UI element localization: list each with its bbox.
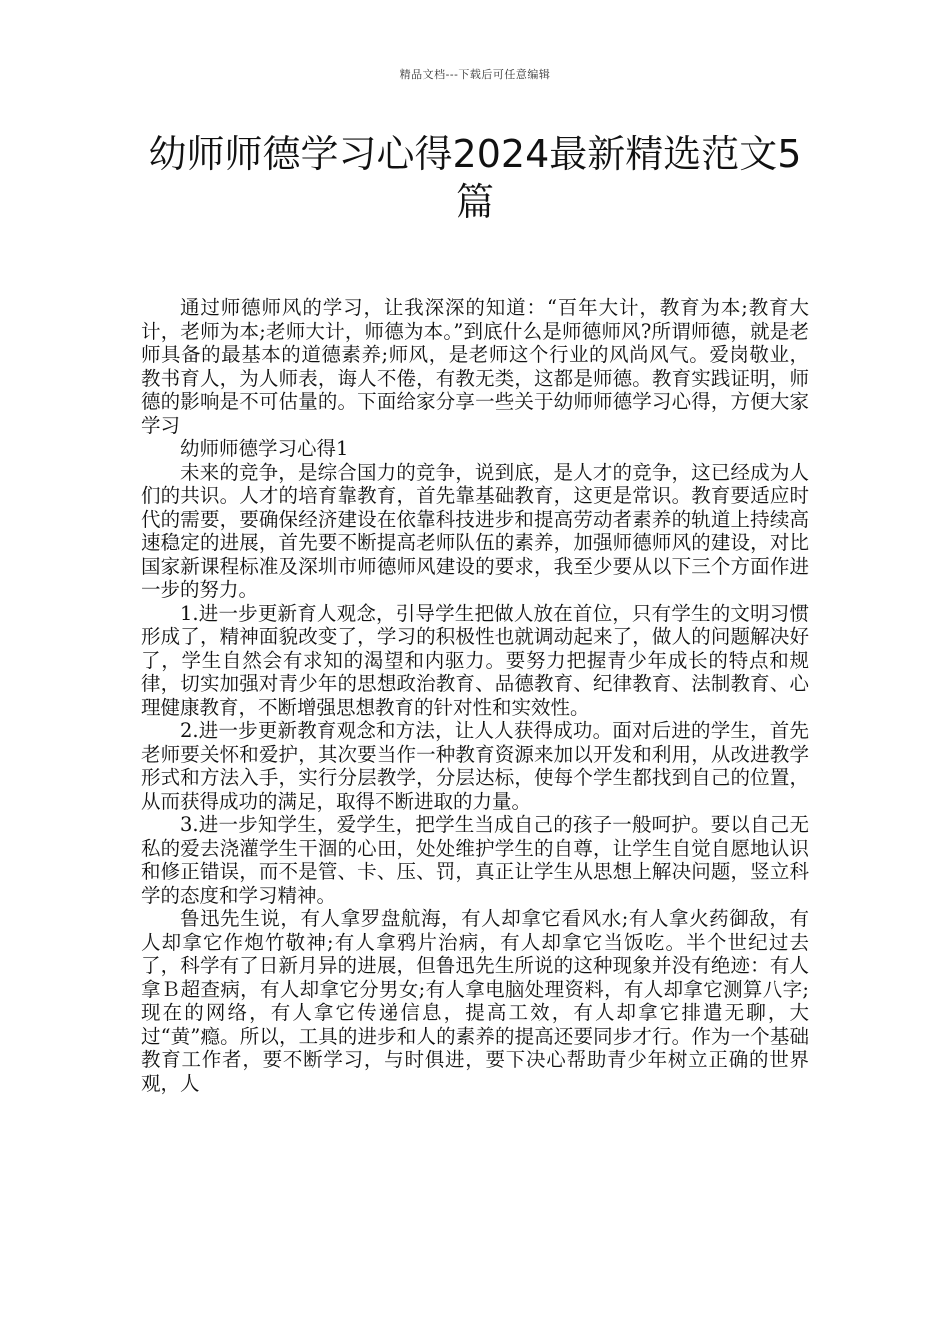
paragraph: 鲁迅先生说，有人拿罗盘航海，有人却拿它看风水;有人拿火药御敌，有人却拿它作炮竹敬神;有人拿鸦片治病，有人却拿它当饭吃。半个世纪过去了，科学有了日新月异的进展，但鲁迅先生所说的这种现象并没有绝迹：有人拿Ｂ超查病，有人却拿它分男女;有人拿电脑处理资料，有人却拿它测算八字;现在的网络，有人拿它传递信息，提高工效，有人却拿它排遣无聊，大过“黄”瘾。所以，工具的进步和人的素养的提高还要同步才行。作为一个基础教育工作者，要不断学习，与时俱进，要下决心帮助青少年树立正确的世界观，人 xyxy=(141,907,809,1095)
document-body xyxy=(141,296,809,1095)
paragraph: 未来的竞争，是综合国力的竞争，说到底，是人才的竞争，这已经成为人们的共识。人才的培育靠教育，首先靠基础教育，这更是常识。教育要适应时代的需要，要确保经济建设在依靠科技进步和提高劳动者素养的轨道上持续高速稳定的进展，首先要不断提高老师队伍的素养，加强师德师风的建设，对比国家新课程标准及深圳市师德师风建设的要求，我至少要从以下三个方面作进一步的努力。 xyxy=(141,460,809,601)
paragraph: 3.进一步知学生，爱学生，把学生当成自己的孩子一般呵护。要以自己无私的爱去浇灌学生干涸的心田，处处维护学生的自尊，让学生自觉自愿地认识和修正错误，而不是管、卡、压、罚，真正让学生从思想上解决问题，竖立科学的态度和学习精神。 xyxy=(141,813,809,907)
paragraph: 1.进一步更新育人观念，引导学生把做人放在首位，只有学生的文明习惯形成了，精神面貌改变了，学习的积极性也就调动起来了，做人的问题解决好了，学生自然会有求知的渴望和内驱力。要努力把握青少年成长的特点和规律，切实加强对青少年的思想政治教育、品德教育、纪律教育、法制教育、心理健康教育，不断增强思想教育的针对性和实效性。 xyxy=(141,601,809,719)
section-heading: 幼师师德学习心得1 xyxy=(180,437,349,460)
document-title: 幼师师德学习心得2024最新精选范文5篇 xyxy=(148,132,802,224)
paragraph: 2.进一步更新教育观念和方法，让人人获得成功。面对后进的学生，首先老师要关怀和爱护，其次要当作一种教育资源来加以开发和利用，从改进教学形式和方法入手，实行分层教学，分层达标，使每个学生都找到自己的位置，从而获得成功的满足，取得不断进取的力量。 xyxy=(141,719,809,813)
header-note: 精品文档---下载后可任意编辑 xyxy=(399,68,551,81)
paragraph-intro: 通过师德师风的学习，让我深深的知道：“百年大计，教育为本;教育大计，老师为本;老师大计，师德为本。”到底什么是师德师风?所谓师德，就是老师具备的最基本的道德素养;师风，是老师这个行业的风尚风气。爱岗敬业，教书育人，为人师表，诲人不倦，有教无类，这都是师德。教育实践证明，师德的影响是不可估量的。下面给家分享一些关于幼师师德学习心得，方便大家学习 xyxy=(141,296,809,437)
